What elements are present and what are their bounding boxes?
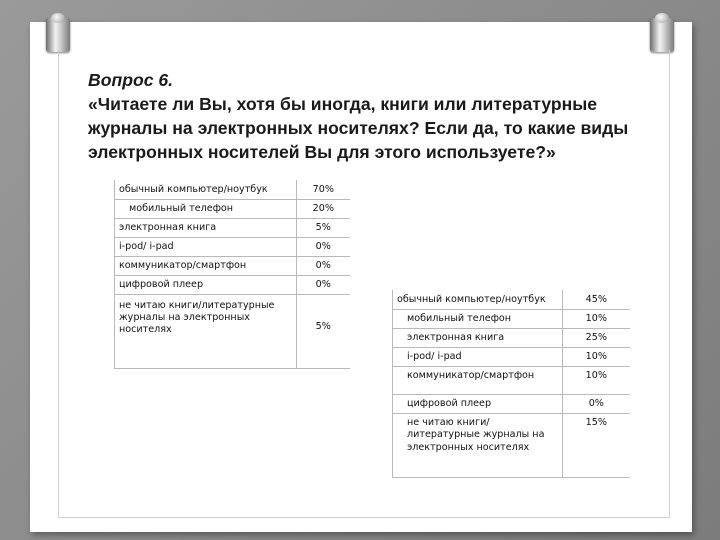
table-row: [115, 256, 351, 275]
question-title: Вопрос 6.: [88, 70, 174, 90]
option-value: 25%: [562, 328, 630, 347]
option-label: не читаю книги/литературные журналы на электронных носителях: [393, 413, 563, 477]
table-row: [393, 366, 631, 394]
option-label: мобильный телефон: [393, 309, 563, 328]
option-value: 0%: [562, 394, 630, 413]
table-row: [393, 290, 631, 309]
option-value: 5%: [296, 218, 350, 237]
option-label: цифровой плеер: [115, 275, 297, 294]
option-label: обычный компьютер/ноутбук: [115, 180, 297, 199]
table-row: [115, 294, 351, 368]
option-value: 0%: [296, 256, 350, 275]
results-table-left: [114, 180, 350, 369]
binder-clip-icon: [46, 18, 70, 52]
option-label: обычный компьютер/ноутбук: [393, 290, 563, 309]
option-label: i-pod/ i-pad: [115, 237, 297, 256]
option-label: электронная книга: [393, 328, 563, 347]
option-value: 10%: [562, 309, 630, 328]
table-row: [115, 218, 351, 237]
table-row: [115, 180, 351, 199]
table-row: [115, 275, 351, 294]
results-table-right: [392, 290, 630, 478]
option-label: коммуникатор/смартфон: [115, 256, 297, 275]
option-value: 0%: [296, 275, 350, 294]
option-value: 0%: [296, 237, 350, 256]
table-row: [393, 328, 631, 347]
option-label: мобильный телефон: [115, 199, 297, 218]
question-block: [88, 68, 668, 164]
table-row: [393, 347, 631, 366]
option-value: 10%: [562, 347, 630, 366]
option-value: 15%: [562, 413, 630, 477]
option-value: 70%: [296, 180, 350, 199]
table-row: [393, 309, 631, 328]
table-row: [393, 394, 631, 413]
option-label: электронная книга: [115, 218, 297, 237]
option-value: 20%: [296, 199, 350, 218]
option-label: i-pod/ i-pad: [393, 347, 563, 366]
option-label: цифровой плеер: [393, 394, 563, 413]
option-value: 45%: [562, 290, 630, 309]
table-row: [115, 199, 351, 218]
option-value: 10%: [562, 366, 630, 394]
table-row: [115, 237, 351, 256]
table-row: [393, 413, 631, 477]
binder-clip-icon: [650, 18, 674, 52]
question-text: «Читаете ли Вы, хотя бы иногда, книги или литературные журналы на электронных носителях? Если да, то какие виды электронных носителей Вы для этого используете?»: [88, 94, 629, 162]
option-value: 5%: [296, 294, 350, 368]
option-label: не читаю книги/литературные журналы на электронных носителях: [115, 294, 297, 368]
option-label: коммуникатор/смартфон: [393, 366, 563, 394]
